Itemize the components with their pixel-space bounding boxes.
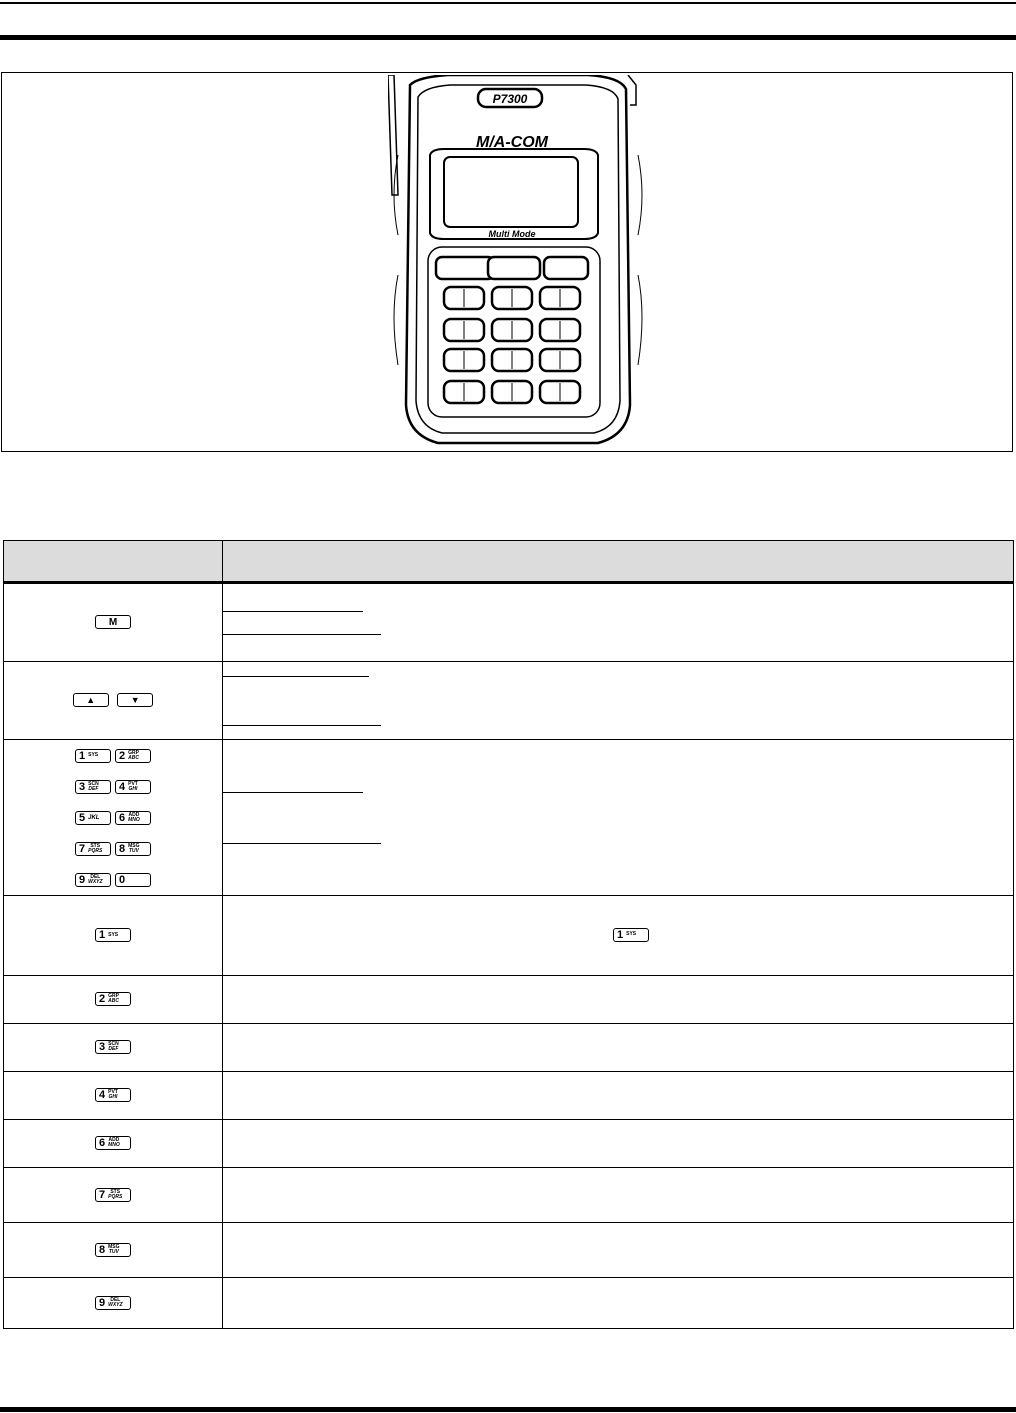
key-letter-label: ABC	[108, 998, 119, 1005]
key-digit: 1	[99, 929, 106, 942]
key-cell	[4, 1278, 223, 1329]
key-letter-label: MNO	[108, 1142, 120, 1149]
key-function-label: ADD	[108, 1137, 120, 1144]
key-function-label: SYS	[626, 931, 637, 938]
description-cell	[223, 1168, 1014, 1223]
key-digit: 2	[99, 993, 106, 1006]
key-letter-label: GHI	[108, 1094, 118, 1101]
description-cell	[223, 740, 1014, 896]
description-cell	[223, 1223, 1014, 1278]
radio-soft-key-1	[436, 257, 494, 279]
column-header-key	[4, 541, 223, 583]
radio-soft-key-3	[544, 257, 588, 279]
column-header-function	[223, 541, 1014, 583]
key-function-label: PVT	[108, 1089, 118, 1096]
key-digit: 6	[99, 1137, 106, 1150]
key-sublabels	[128, 751, 139, 761]
key-cell	[4, 583, 223, 662]
radio-soft-key-2	[488, 257, 540, 279]
key-digit: 7	[79, 842, 86, 855]
key-8-icon	[115, 842, 151, 856]
key-sublabels	[108, 1298, 122, 1308]
key-digit: 2	[119, 749, 126, 762]
key-digit: 8	[119, 842, 126, 855]
table-row	[4, 1168, 1014, 1223]
header-rule	[0, 35, 1016, 40]
key-function-label: ADD	[128, 811, 140, 818]
key-sublabels	[108, 1138, 120, 1148]
key-cell	[4, 1024, 223, 1072]
key-1-icon	[75, 749, 111, 763]
key-letter-label: PQRS	[88, 847, 103, 854]
radio-illustration	[388, 75, 648, 447]
key-digit: 7	[99, 1188, 106, 1201]
key-8-icon	[95, 1243, 131, 1257]
key-1-icon	[95, 928, 131, 942]
key-digit: 1	[617, 928, 624, 941]
key-cell	[4, 1120, 223, 1168]
key-4-icon	[115, 780, 151, 794]
key-sublabels	[88, 875, 102, 885]
key-digit: 3	[99, 1041, 106, 1054]
key-sublabels	[88, 753, 98, 758]
down-arrow-key-icon: ▼	[117, 693, 153, 707]
key-digit: 0	[119, 873, 126, 886]
footer-rule	[0, 1407, 1016, 1412]
keypad-line	[4, 771, 222, 802]
table-row	[4, 1278, 1014, 1329]
description-cell	[223, 1072, 1014, 1120]
description-cell	[223, 662, 1014, 740]
key-function-label: SYS	[88, 752, 99, 758]
key-sublabels	[88, 844, 102, 854]
key-function-label: MSG	[128, 842, 140, 849]
key-digit: 4	[99, 1089, 106, 1102]
key-7-icon	[75, 842, 111, 856]
key-sublabels	[88, 782, 99, 792]
description-cell	[223, 1278, 1014, 1329]
key-digit: 9	[99, 1296, 106, 1309]
keypad-line	[4, 864, 222, 895]
key-function-table	[3, 540, 1014, 1329]
key-function-label: GRP	[128, 749, 139, 756]
key-sublabels	[128, 844, 139, 854]
table-row	[4, 1024, 1014, 1072]
underline-link	[223, 676, 369, 677]
key-sublabels	[108, 1090, 118, 1100]
soft-keys	[436, 257, 588, 279]
key-sublabels	[128, 813, 140, 823]
key-sublabels	[108, 994, 119, 1004]
key-cell	[4, 976, 223, 1024]
underline-link	[223, 634, 381, 635]
key-function-label: SCN	[108, 1041, 119, 1048]
key-sublabels	[626, 932, 636, 937]
keypad-line	[4, 740, 222, 771]
description-cell	[223, 1024, 1014, 1072]
description-cell	[223, 583, 1014, 662]
key-cell	[4, 896, 223, 976]
key-6-icon	[95, 1136, 131, 1150]
table-row	[4, 662, 1014, 740]
display-screen	[444, 157, 578, 227]
description-cell	[223, 976, 1014, 1024]
mode-label: Multi Mode	[488, 229, 536, 239]
underline-link	[223, 725, 381, 726]
keypad-line	[4, 833, 222, 864]
key-letter-label: WXYZ	[108, 1301, 123, 1308]
key-letter-label: PQRS	[108, 1193, 123, 1200]
key-2-icon	[95, 992, 131, 1006]
table-header-row	[4, 541, 1014, 583]
key-cell	[4, 1223, 223, 1278]
description-cell	[223, 1120, 1014, 1168]
table-row	[4, 976, 1014, 1024]
key-letter-label: TUV	[108, 1248, 119, 1255]
key-letter-label: ABC	[128, 754, 139, 761]
table-row	[4, 740, 1014, 896]
key-7-icon	[95, 1188, 131, 1202]
key-digit: 5	[79, 811, 86, 824]
key-6-icon	[115, 811, 151, 825]
key-function-label: DEL	[110, 1296, 121, 1303]
key-letter-label: MNO	[128, 816, 140, 823]
key-letter-label: DEF	[88, 785, 99, 792]
key-function-label: SYS	[108, 931, 119, 938]
table-row	[4, 1072, 1014, 1120]
key-function-label: SCN	[88, 780, 99, 787]
key-9-icon	[95, 1296, 131, 1310]
key-letter-label: JKL	[88, 814, 100, 821]
model-label: P7300	[492, 92, 528, 106]
key-function-label: PVT	[128, 780, 138, 787]
key-4-icon	[95, 1088, 131, 1102]
key-digit: 8	[99, 1243, 106, 1256]
top-rule	[0, 2, 1016, 4]
radio-figure	[1, 72, 1013, 452]
keypad-line	[4, 802, 222, 833]
key-letter-label: DEF	[108, 1046, 119, 1053]
key-digit: 3	[79, 780, 86, 793]
key-letter-label: GHI	[128, 785, 138, 792]
key-digit: 4	[119, 780, 126, 793]
key-function-label: GRP	[108, 993, 119, 1000]
description-cell	[223, 896, 1014, 976]
key-cell	[4, 740, 223, 896]
key-1-icon	[613, 928, 649, 942]
key-cell	[4, 1168, 223, 1223]
key-function-label: STS	[110, 1188, 121, 1195]
table-row	[4, 583, 1014, 662]
key-function-label: MSG	[108, 1243, 120, 1250]
up-arrow-key-icon: ▲	[73, 693, 109, 707]
key-2-icon	[115, 749, 151, 763]
key-digit: 1	[79, 749, 86, 762]
key-3-icon	[75, 780, 111, 794]
key-3-icon	[95, 1040, 131, 1054]
key-cell	[4, 1072, 223, 1120]
key-9-icon	[75, 873, 111, 887]
key-sublabels	[108, 933, 118, 938]
table-row	[4, 1223, 1014, 1278]
inline-key-1-icon	[611, 926, 651, 944]
key-function-label: DEL	[90, 873, 101, 880]
underline-link	[223, 611, 363, 612]
key-0-icon	[115, 873, 151, 887]
key-sublabels	[108, 1190, 122, 1200]
key-digit: 9	[79, 873, 86, 886]
key-sublabels	[128, 782, 138, 792]
key-cell	[4, 662, 223, 740]
underline-link	[223, 843, 381, 844]
table-row	[4, 1120, 1014, 1168]
key-sublabels	[108, 1245, 119, 1255]
key-sublabels	[108, 1042, 119, 1052]
key-5-icon	[75, 811, 111, 825]
brand-logo: M/A-COM	[476, 134, 548, 151]
menu-key-icon: M	[95, 615, 131, 629]
key-letter-label: TUV	[128, 847, 139, 854]
key-digit: 6	[119, 811, 126, 824]
underline-link	[223, 792, 363, 793]
table-row	[4, 896, 1014, 976]
key-function-label: STS	[90, 842, 101, 849]
key-letter-label: WXYZ	[88, 878, 103, 885]
